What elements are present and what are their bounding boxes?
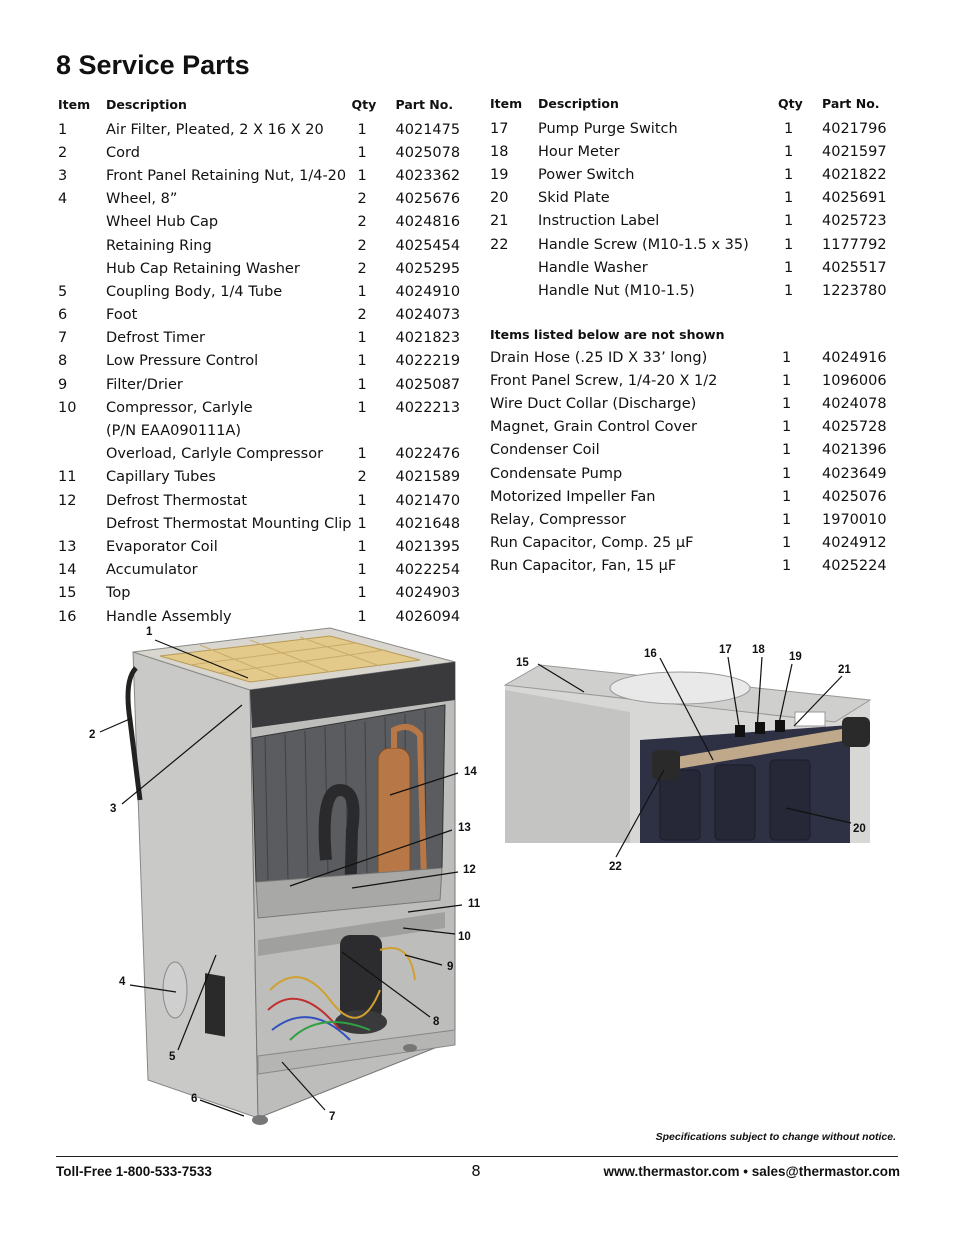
cell-qty: 1 xyxy=(782,535,792,552)
cell-description: Foot xyxy=(106,307,138,324)
cell-qty: 1 xyxy=(357,399,367,416)
callout-13: 13 xyxy=(458,822,471,834)
cell-description: Retaining Ring xyxy=(106,237,212,254)
header-description: Description xyxy=(106,97,187,112)
cell-description: Evaporator Coil xyxy=(106,538,218,555)
cell-part-no: 4021395 xyxy=(395,538,461,555)
cell-description: Handle Screw (M10-1.5 x 35) xyxy=(538,236,749,253)
cell-description: Overload, Carlyle Compressor xyxy=(106,446,324,463)
callout-15: 15 xyxy=(516,657,529,669)
cell-qty: 1 xyxy=(784,190,794,207)
cell-qty: 1 xyxy=(782,558,792,575)
header-qty: Qty xyxy=(351,97,377,112)
cell-description: Defrost Timer xyxy=(106,330,206,347)
cell-part-no: 4021396 xyxy=(822,442,887,459)
callout-14: 14 xyxy=(464,766,477,778)
page-title: 8 Service Parts xyxy=(56,50,250,80)
callout-19: 19 xyxy=(789,651,802,663)
callout-5: 5 xyxy=(169,1051,176,1063)
cell-description: Top xyxy=(106,585,131,602)
cell-description: Power Switch xyxy=(538,166,635,183)
cell-item: 11 xyxy=(58,469,77,486)
cell-qty: 1 xyxy=(357,121,367,138)
cell-description: Motorized Impeller Fan xyxy=(490,488,656,505)
callout-11: 11 xyxy=(468,898,481,910)
cell-description: Wire Duct Collar (Discharge) xyxy=(490,395,697,412)
cell-qty: 2 xyxy=(357,469,367,486)
cell-description: Front Panel Screw, 1/4-20 X 1/2 xyxy=(490,372,718,389)
header-qty: Qty xyxy=(778,96,803,111)
cell-description: Handle Assembly xyxy=(106,608,232,625)
cell-description: Drain Hose (.25 ID X 33’ long) xyxy=(490,349,708,366)
cell-qty: 1 xyxy=(784,166,794,183)
cell-item: 12 xyxy=(58,492,77,509)
cell-qty: 1 xyxy=(784,120,794,137)
cell-description: Hour Meter xyxy=(538,143,620,160)
cell-part-no: 4021475 xyxy=(395,121,461,138)
cell-part-no: 4025676 xyxy=(395,191,461,208)
cell-part-no: 4025691 xyxy=(822,190,887,207)
cell-description: Handle Washer xyxy=(538,259,648,276)
cell-qty: 1 xyxy=(782,488,792,505)
page-number: 8 xyxy=(471,1162,481,1180)
header-part-no: Part No. xyxy=(395,97,454,112)
callout-8: 8 xyxy=(433,1016,440,1028)
footer-contact: www.thermastor.com • sales@thermastor.com xyxy=(603,1164,900,1179)
cell-qty: 1 xyxy=(782,349,792,366)
cell-qty: 1 xyxy=(357,353,367,370)
cell-qty: 1 xyxy=(357,492,367,509)
header-part-no: Part No. xyxy=(822,96,880,111)
cell-qty: 1 xyxy=(782,395,792,412)
cell-qty: 1 xyxy=(784,143,794,160)
cell-description: Air Filter, Pleated, 2 X 16 X 20 xyxy=(106,121,324,138)
cell-part-no: 1223780 xyxy=(822,282,887,299)
cell-item: 22 xyxy=(490,236,509,253)
cell-qty: 1 xyxy=(357,608,367,625)
cell-item: 16 xyxy=(58,608,77,625)
callout-4: 4 xyxy=(119,976,126,988)
cell-qty: 1 xyxy=(357,515,367,532)
cell-item: 7 xyxy=(58,330,68,347)
cell-part-no: 4024910 xyxy=(395,283,461,300)
cell-part-no: 4021470 xyxy=(395,492,461,509)
header-description: Description xyxy=(538,96,619,111)
not-shown-label: Items listed below are not shown xyxy=(490,327,725,342)
callout-16: 16 xyxy=(644,648,657,660)
cell-qty: 1 xyxy=(784,259,794,276)
cell-qty: 1 xyxy=(357,585,367,602)
footer-divider xyxy=(56,1156,898,1157)
cell-part-no: 4025728 xyxy=(822,419,887,436)
cell-qty: 2 xyxy=(357,307,367,324)
callout-10: 10 xyxy=(458,931,471,943)
cell-qty: 1 xyxy=(357,330,367,347)
cell-qty: 1 xyxy=(357,376,367,393)
cell-item: 8 xyxy=(58,353,68,370)
cell-part-no: 4021589 xyxy=(395,469,461,486)
cell-part-no: 4024903 xyxy=(395,585,461,602)
cell-part-no: 4024078 xyxy=(822,395,887,412)
cell-description: Magnet, Grain Control Cover xyxy=(490,419,698,436)
cell-description: Front Panel Retaining Nut, 1/4-20 xyxy=(106,167,347,184)
cell-part-no: 4022213 xyxy=(395,399,461,416)
cell-item: 10 xyxy=(58,399,77,416)
cell-item: 20 xyxy=(490,190,509,207)
cell-part-no: 4021796 xyxy=(822,120,887,137)
cell-qty: 1 xyxy=(784,236,794,253)
cell-item: 17 xyxy=(490,120,509,137)
cell-item: 18 xyxy=(490,143,509,160)
cell-part-no: 4025517 xyxy=(822,259,887,276)
footer-phone: Toll-Free 1-800-533-7533 xyxy=(56,1164,212,1179)
cell-description: Cord xyxy=(106,144,140,161)
cell-description: (P/N EAA090111A) xyxy=(106,423,242,440)
cell-qty: 1 xyxy=(782,372,792,389)
cell-qty: 2 xyxy=(357,237,367,254)
cell-part-no: 4025087 xyxy=(395,376,461,393)
cell-qty: 1 xyxy=(357,283,367,300)
cell-description: Run Capacitor, Fan, 15 µF xyxy=(490,558,677,575)
cell-part-no: 4022219 xyxy=(395,353,461,370)
cell-qty: 1 xyxy=(357,538,367,555)
cell-item: 3 xyxy=(58,167,68,184)
callout-18: 18 xyxy=(752,644,765,656)
cell-part-no: 4025454 xyxy=(395,237,461,254)
cell-item: 14 xyxy=(58,562,77,579)
cell-qty: 1 xyxy=(357,144,367,161)
cell-qty: 2 xyxy=(357,214,367,231)
cell-item: 15 xyxy=(58,585,77,602)
cell-description: Skid Plate xyxy=(538,190,610,207)
cell-part-no: 4024816 xyxy=(395,214,461,231)
cell-description: Coupling Body, 1/4 Tube xyxy=(106,283,283,300)
header-item: Item xyxy=(490,96,523,111)
cell-part-no: 4023649 xyxy=(822,465,887,482)
cell-qty: 2 xyxy=(357,191,367,208)
cell-description: Run Capacitor, Comp. 25 µF xyxy=(490,535,694,552)
cell-description: Relay, Compressor xyxy=(490,511,626,528)
cell-description: Pump Purge Switch xyxy=(538,120,678,137)
cell-qty: 1 xyxy=(782,419,792,436)
cell-item: 4 xyxy=(58,191,68,208)
rear-view-illustration xyxy=(505,665,870,843)
cell-qty: 1 xyxy=(782,442,792,459)
callout-22: 22 xyxy=(609,861,622,873)
callout-20: 20 xyxy=(853,823,866,835)
cell-part-no: 1970010 xyxy=(822,511,887,528)
cell-description: Filter/Drier xyxy=(106,376,183,393)
cell-qty: 1 xyxy=(357,562,367,579)
callout-17: 17 xyxy=(719,644,732,656)
cell-qty: 1 xyxy=(784,282,794,299)
cell-item: 13 xyxy=(58,538,77,555)
cell-description: Capillary Tubes xyxy=(106,469,216,486)
cell-description: Wheel Hub Cap xyxy=(106,214,219,231)
cell-item: 5 xyxy=(58,283,68,300)
cell-qty: 1 xyxy=(784,213,794,230)
cell-qty: 1 xyxy=(782,465,792,482)
cell-description: Low Pressure Control xyxy=(106,353,259,370)
cell-part-no: 4025295 xyxy=(395,260,461,277)
cell-description: Instruction Label xyxy=(538,213,660,230)
cell-part-no: 4022476 xyxy=(395,446,461,463)
cell-part-no: 4024073 xyxy=(395,307,461,324)
cell-part-no: 4025076 xyxy=(822,488,887,505)
cell-item: 21 xyxy=(490,213,509,230)
callout-12: 12 xyxy=(463,864,476,876)
cell-part-no: 4025078 xyxy=(395,144,461,161)
cell-description: Defrost Thermostat xyxy=(106,492,248,509)
cell-part-no: 4021822 xyxy=(822,166,887,183)
callout-7: 7 xyxy=(329,1111,336,1123)
cell-description: Hub Cap Retaining Washer xyxy=(106,260,300,277)
cell-item: 6 xyxy=(58,307,68,324)
cell-description: Condensate Pump xyxy=(490,465,623,482)
cell-item: 9 xyxy=(58,376,68,393)
cell-qty: 1 xyxy=(782,511,792,528)
cell-part-no: 4021597 xyxy=(822,143,887,160)
callout-1: 1 xyxy=(146,626,153,638)
callout-6: 6 xyxy=(191,1093,198,1105)
cell-part-no: 4026094 xyxy=(395,608,461,625)
cell-part-no: 4022254 xyxy=(395,562,461,579)
cell-part-no: 4021648 xyxy=(395,515,461,532)
cell-item: 1 xyxy=(58,121,68,138)
cell-description: Handle Nut (M10-1.5) xyxy=(538,282,695,299)
cell-item: 19 xyxy=(490,166,509,183)
cell-description: Compressor, Carlyle xyxy=(106,399,253,416)
cell-part-no: 4025224 xyxy=(822,558,887,575)
cell-description: Wheel, 8” xyxy=(106,191,178,208)
cell-part-no: 4024912 xyxy=(822,535,887,552)
cell-qty: 2 xyxy=(357,260,367,277)
cell-part-no: 4023362 xyxy=(395,167,461,184)
cell-description: Defrost Thermostat Mounting Clip xyxy=(106,515,352,532)
cell-description: Accumulator xyxy=(106,562,198,579)
cell-part-no: 4025723 xyxy=(822,213,887,230)
disclaimer-text: Specifications subject to change without notice. xyxy=(655,1131,896,1143)
cell-part-no: 1096006 xyxy=(822,372,887,389)
callout-2: 2 xyxy=(89,729,96,741)
front-view-illustration xyxy=(128,628,455,1125)
callout-3: 3 xyxy=(110,803,117,815)
cell-part-no: 4024916 xyxy=(822,349,887,366)
cell-item: 2 xyxy=(58,144,68,161)
callout-9: 9 xyxy=(447,961,454,973)
cell-description: Condenser Coil xyxy=(490,442,600,459)
cell-part-no: 4021823 xyxy=(395,330,461,347)
callout-21: 21 xyxy=(838,664,851,676)
header-item: Item xyxy=(58,97,91,112)
cell-qty: 1 xyxy=(357,167,367,184)
cell-qty: 1 xyxy=(357,446,367,463)
cell-part-no: 1177792 xyxy=(822,236,887,253)
